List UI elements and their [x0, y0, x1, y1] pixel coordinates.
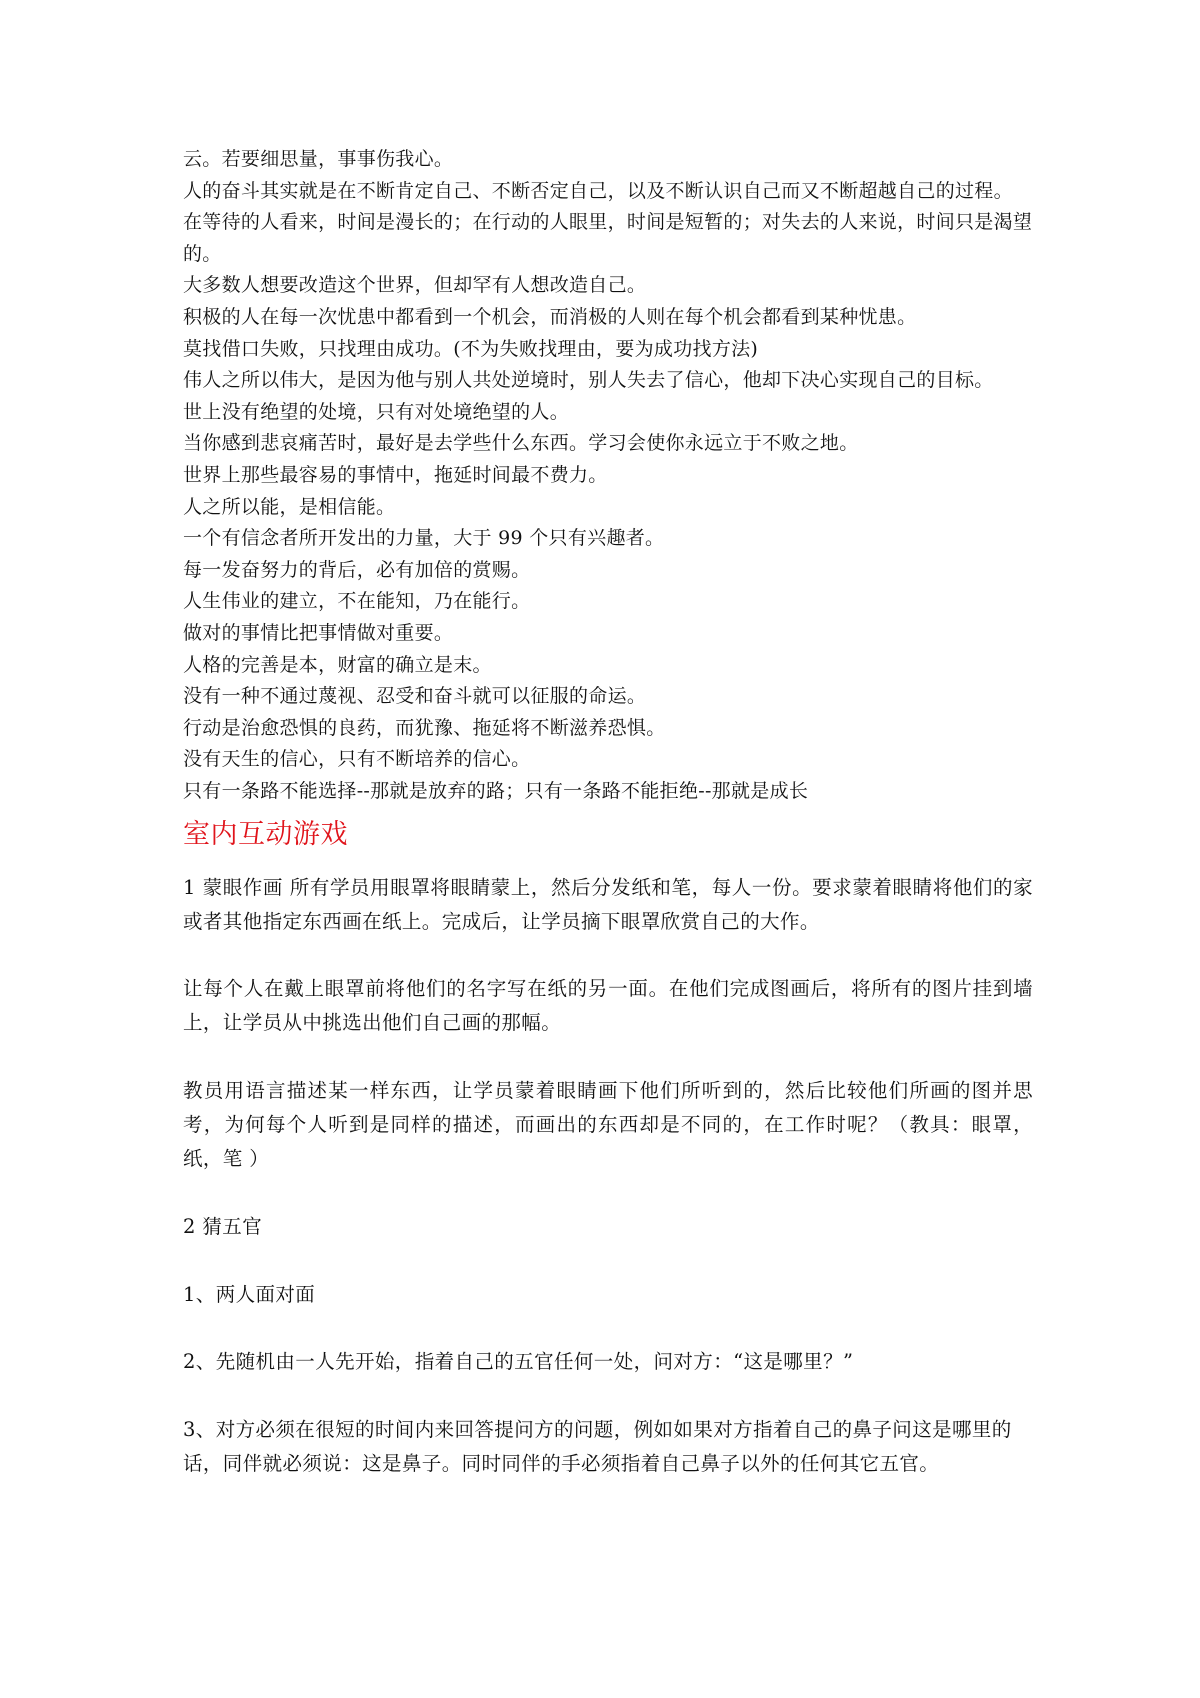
quote-line: 人的奋斗其实就是在不断肯定自己、不断否定自己，以及不断认识自己而又不断超越自己的过程。 — [183, 179, 1013, 202]
quote-list — [183, 144, 1033, 807]
quote-line: 行动是治愈恐惧的良药，而犹豫、拖延将不断滋养恐惧。 — [183, 716, 666, 739]
game-paragraph: 教员用语言描述某一样东西，让学员蒙着眼睛画下他们所听到的，然后比较他们所画的图并思考，为何每个人听到是同样的描述，而画出的东西却是不同的，在工作时呢？（教具：眼罩，纸，笔 ） — [183, 1079, 1033, 1171]
quote-line: 世界上那些最容易的事情中，拖延时间最不费力。 — [183, 463, 608, 486]
game-paragraph: 让每个人在戴上眼罩前将他们的名字写在纸的另一面。在他们完成图画后，将所有的图片挂到墙上，让学员从中挑选出他们自己画的那幅。 — [183, 977, 1033, 1035]
quote-line: 在等待的人看来，时间是漫长的；在行动的人眼里，时间是短暂的；对失去的人来说，时间只是渴望的。 — [183, 211, 1033, 265]
quote-line: 只有一条路不能选择--那就是放弃的路；只有一条路不能拒绝--那就是成长 — [183, 779, 809, 802]
quote-line: 积极的人在每一次忧患中都看到一个机会，而消极的人则在每个机会都看到某种忧患。 — [183, 305, 917, 328]
quote-line: 人生伟业的建立，不在能知，乃在能行。 — [183, 590, 531, 613]
game-step: 3、对方必须在很短的时间内来回答提问方的问题，例如如果对方指着自己的鼻子问这是哪里的话，同伴就必须说：这是鼻子。同时同伴的手必须指着自己鼻子以外的任何其它五官。 — [183, 1418, 1012, 1476]
game-paragraph: 1 蒙眼作画 所有学员用眼罩将眼睛蒙上，然后分发纸和笔，每人一份。要求蒙着眼睛将他们的家或者其他指定东西画在纸上。完成后，让学员摘下眼罩欣赏自己的大作。 — [183, 876, 1033, 934]
game-step: 1、两人面对面 — [183, 1283, 316, 1307]
quote-line: 大多数人想要改造这个世界，但却罕有人想改造自己。 — [183, 274, 647, 297]
document-page — [183, 144, 1033, 1481]
quote-line: 当你感到悲哀痛苦时，最好是去学些什么东西。学习会使你永远立于不败之地。 — [183, 432, 859, 455]
quote-line: 世上没有绝望的处境，只有对处境绝望的人。 — [183, 400, 570, 423]
quote-line: 伟人之所以伟大，是因为他与别人共处逆境时，别人失去了信心，他却下决心实现自己的目标。 — [183, 369, 994, 392]
quote-line: 没有天生的信心，只有不断培养的信心。 — [183, 748, 531, 771]
quote-line: 做对的事情比把事情做对重要。 — [183, 621, 454, 644]
quote-line: 人格的完善是本，财富的确立是末。 — [183, 653, 492, 676]
quote-line: 莫找借口失败，只找理由成功。(不为失败找理由，要为成功找方法) — [183, 337, 759, 360]
game-step: 2、先随机由一人先开始，指着自己的五官任何一处，问对方：“这是哪里？” — [183, 1350, 854, 1374]
game-subheading: 2 猜五官 — [183, 1215, 263, 1239]
quote-line: 人之所以能，是相信能。 — [183, 495, 396, 518]
quote-line: 一个有信念者所开发出的力量，大于 99 个只有兴趣者。 — [183, 527, 665, 550]
section-heading: 室内互动游戏 — [183, 819, 348, 851]
quote-line: 云。若要细思量，事事伤我心。 — [183, 148, 454, 170]
quote-line: 没有一种不通过蔑视、忍受和奋斗就可以征服的命运。 — [183, 685, 647, 708]
quote-line: 每一发奋努力的背后，必有加倍的赏赐。 — [183, 558, 531, 581]
